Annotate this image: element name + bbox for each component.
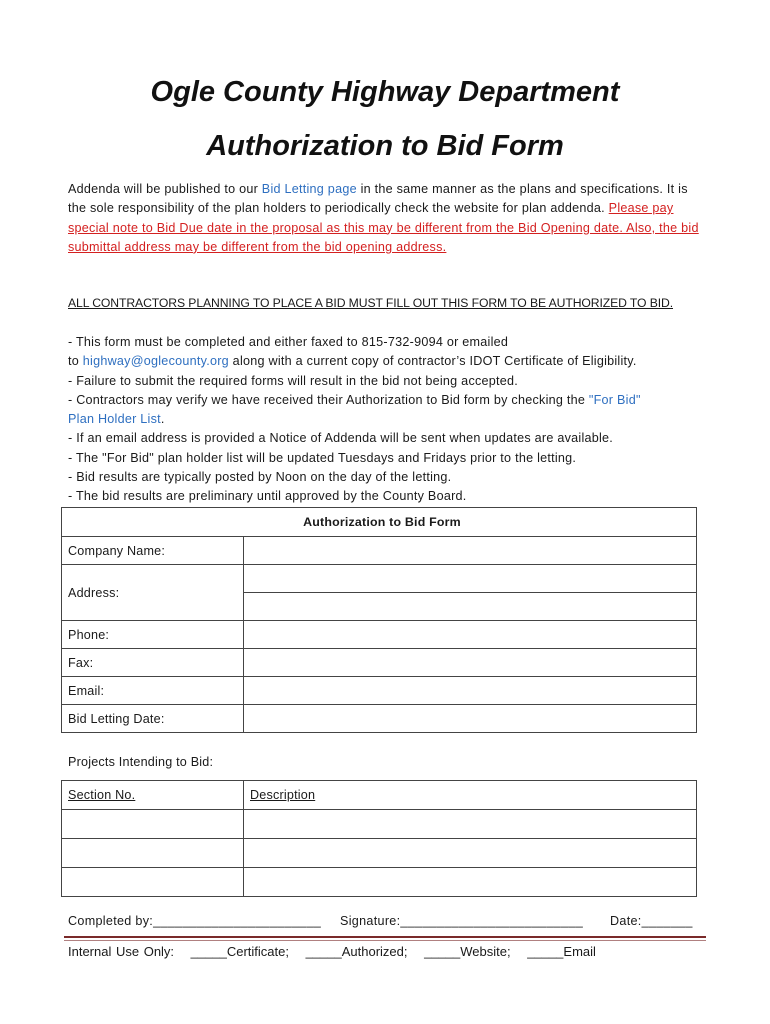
authorized-check: _____Authorized; [305,944,408,959]
section-no-field[interactable] [62,839,244,868]
bid-letting-date-field[interactable] [244,705,697,733]
fax-label: Fax: [62,649,244,677]
table-row [62,839,697,868]
phone-label: Phone: [62,621,244,649]
internal-use-line [68,944,608,959]
projects-label: Projects Intending to Bid: [68,755,214,769]
email-check: _____Email [527,944,596,959]
intro-text-cont: in the same manner as the plans and specifications. It is the sole responsibility of the plan holders to periodically check the website for plan addenda. [68,182,688,216]
instruction-item: - The bid results are preliminary until approved by the County Board. [68,489,467,504]
instructions-list [68,333,708,507]
internal-use-label: Internal Use Only: [68,944,175,959]
website-check: _____Website; [424,944,511,959]
projects-table [61,780,697,897]
description-field[interactable] [244,868,697,897]
instruction-item: - If an email address is provided a Notice of Addenda will be sent when updates are available. [68,431,614,446]
form-title: Authorization to Bid Form [206,130,564,162]
authorization-form-table [61,507,697,733]
instruction-text: to [68,354,83,369]
divider [64,936,706,938]
intro-paragraph [68,180,708,257]
instruction-item [68,391,708,410]
email-link[interactable]: highway@oglecounty.org [82,354,229,369]
fax-field[interactable] [244,649,697,677]
bid-letting-date-label: Bid Letting Date: [62,705,244,733]
instruction-item [68,410,708,429]
special-note: Please pay special note to Bid Due date in the proposal as this may be different from the Bid Opening date. Also, the bid submittal address may be different from the bid opening address. [68,201,699,254]
section-no-header: Section No. [62,781,244,810]
instruction-item: - Failure to submit the required forms will result in the bid not being accepted. [68,373,519,388]
instruction-item [68,352,708,371]
instruction-item: - Bid results are typically posted by Noon on the day of the letting. [68,470,452,485]
instruction-item: - This form must be completed and either faxed to 815-732-9094 or emailed [68,335,509,349]
instruction-text: along with a current copy of contractor’s IDOT Certificate of Eligibility. [228,354,637,369]
phone-field[interactable] [244,621,697,649]
authorization-notice: ALL CONTRACTORS PLANNING TO PLACE A BID MUST FILL OUT THIS FORM TO BE AUTHORIZED TO BID. [68,296,673,310]
date-line[interactable]: Date:_______ [610,914,693,928]
signature-line[interactable]: Signature:_________________________ [340,914,584,928]
description-field[interactable] [244,839,697,868]
instruction-text: . [160,412,165,427]
intro-text: Addenda will be published to our [68,182,262,196]
company-name-field[interactable] [244,537,697,565]
email-field[interactable] [244,677,697,705]
plan-holder-link[interactable]: "For Bid" [588,392,641,407]
address-field-line2[interactable] [244,593,697,621]
instruction-text: - Contractors may verify we have received their Authorization to Bid form by checking the [68,392,589,407]
plan-holder-link[interactable]: Plan Holder List [68,412,161,427]
divider [64,940,706,941]
form-table-title: Authorization to Bid Form [62,508,697,537]
email-label: Email: [62,677,244,705]
table-row [62,810,697,839]
instruction-item: - The "For Bid" plan holder list will be updated Tuesdays and Fridays prior to the letting. [68,450,577,465]
section-no-field[interactable] [62,810,244,839]
bid-letting-link[interactable]: Bid Letting page [261,182,357,196]
description-header: Description [244,781,697,810]
completed-by-line[interactable]: Completed by:_______________________ [68,914,322,928]
description-field[interactable] [244,810,697,839]
section-no-field[interactable] [62,868,244,897]
company-name-label: Company Name: [62,537,244,565]
table-row [62,868,697,897]
address-label: Address: [62,565,244,621]
page-title: Ogle County Highway Department [150,76,620,108]
certificate-check: _____Certificate; [190,944,289,959]
address-field-line1[interactable] [244,565,697,593]
